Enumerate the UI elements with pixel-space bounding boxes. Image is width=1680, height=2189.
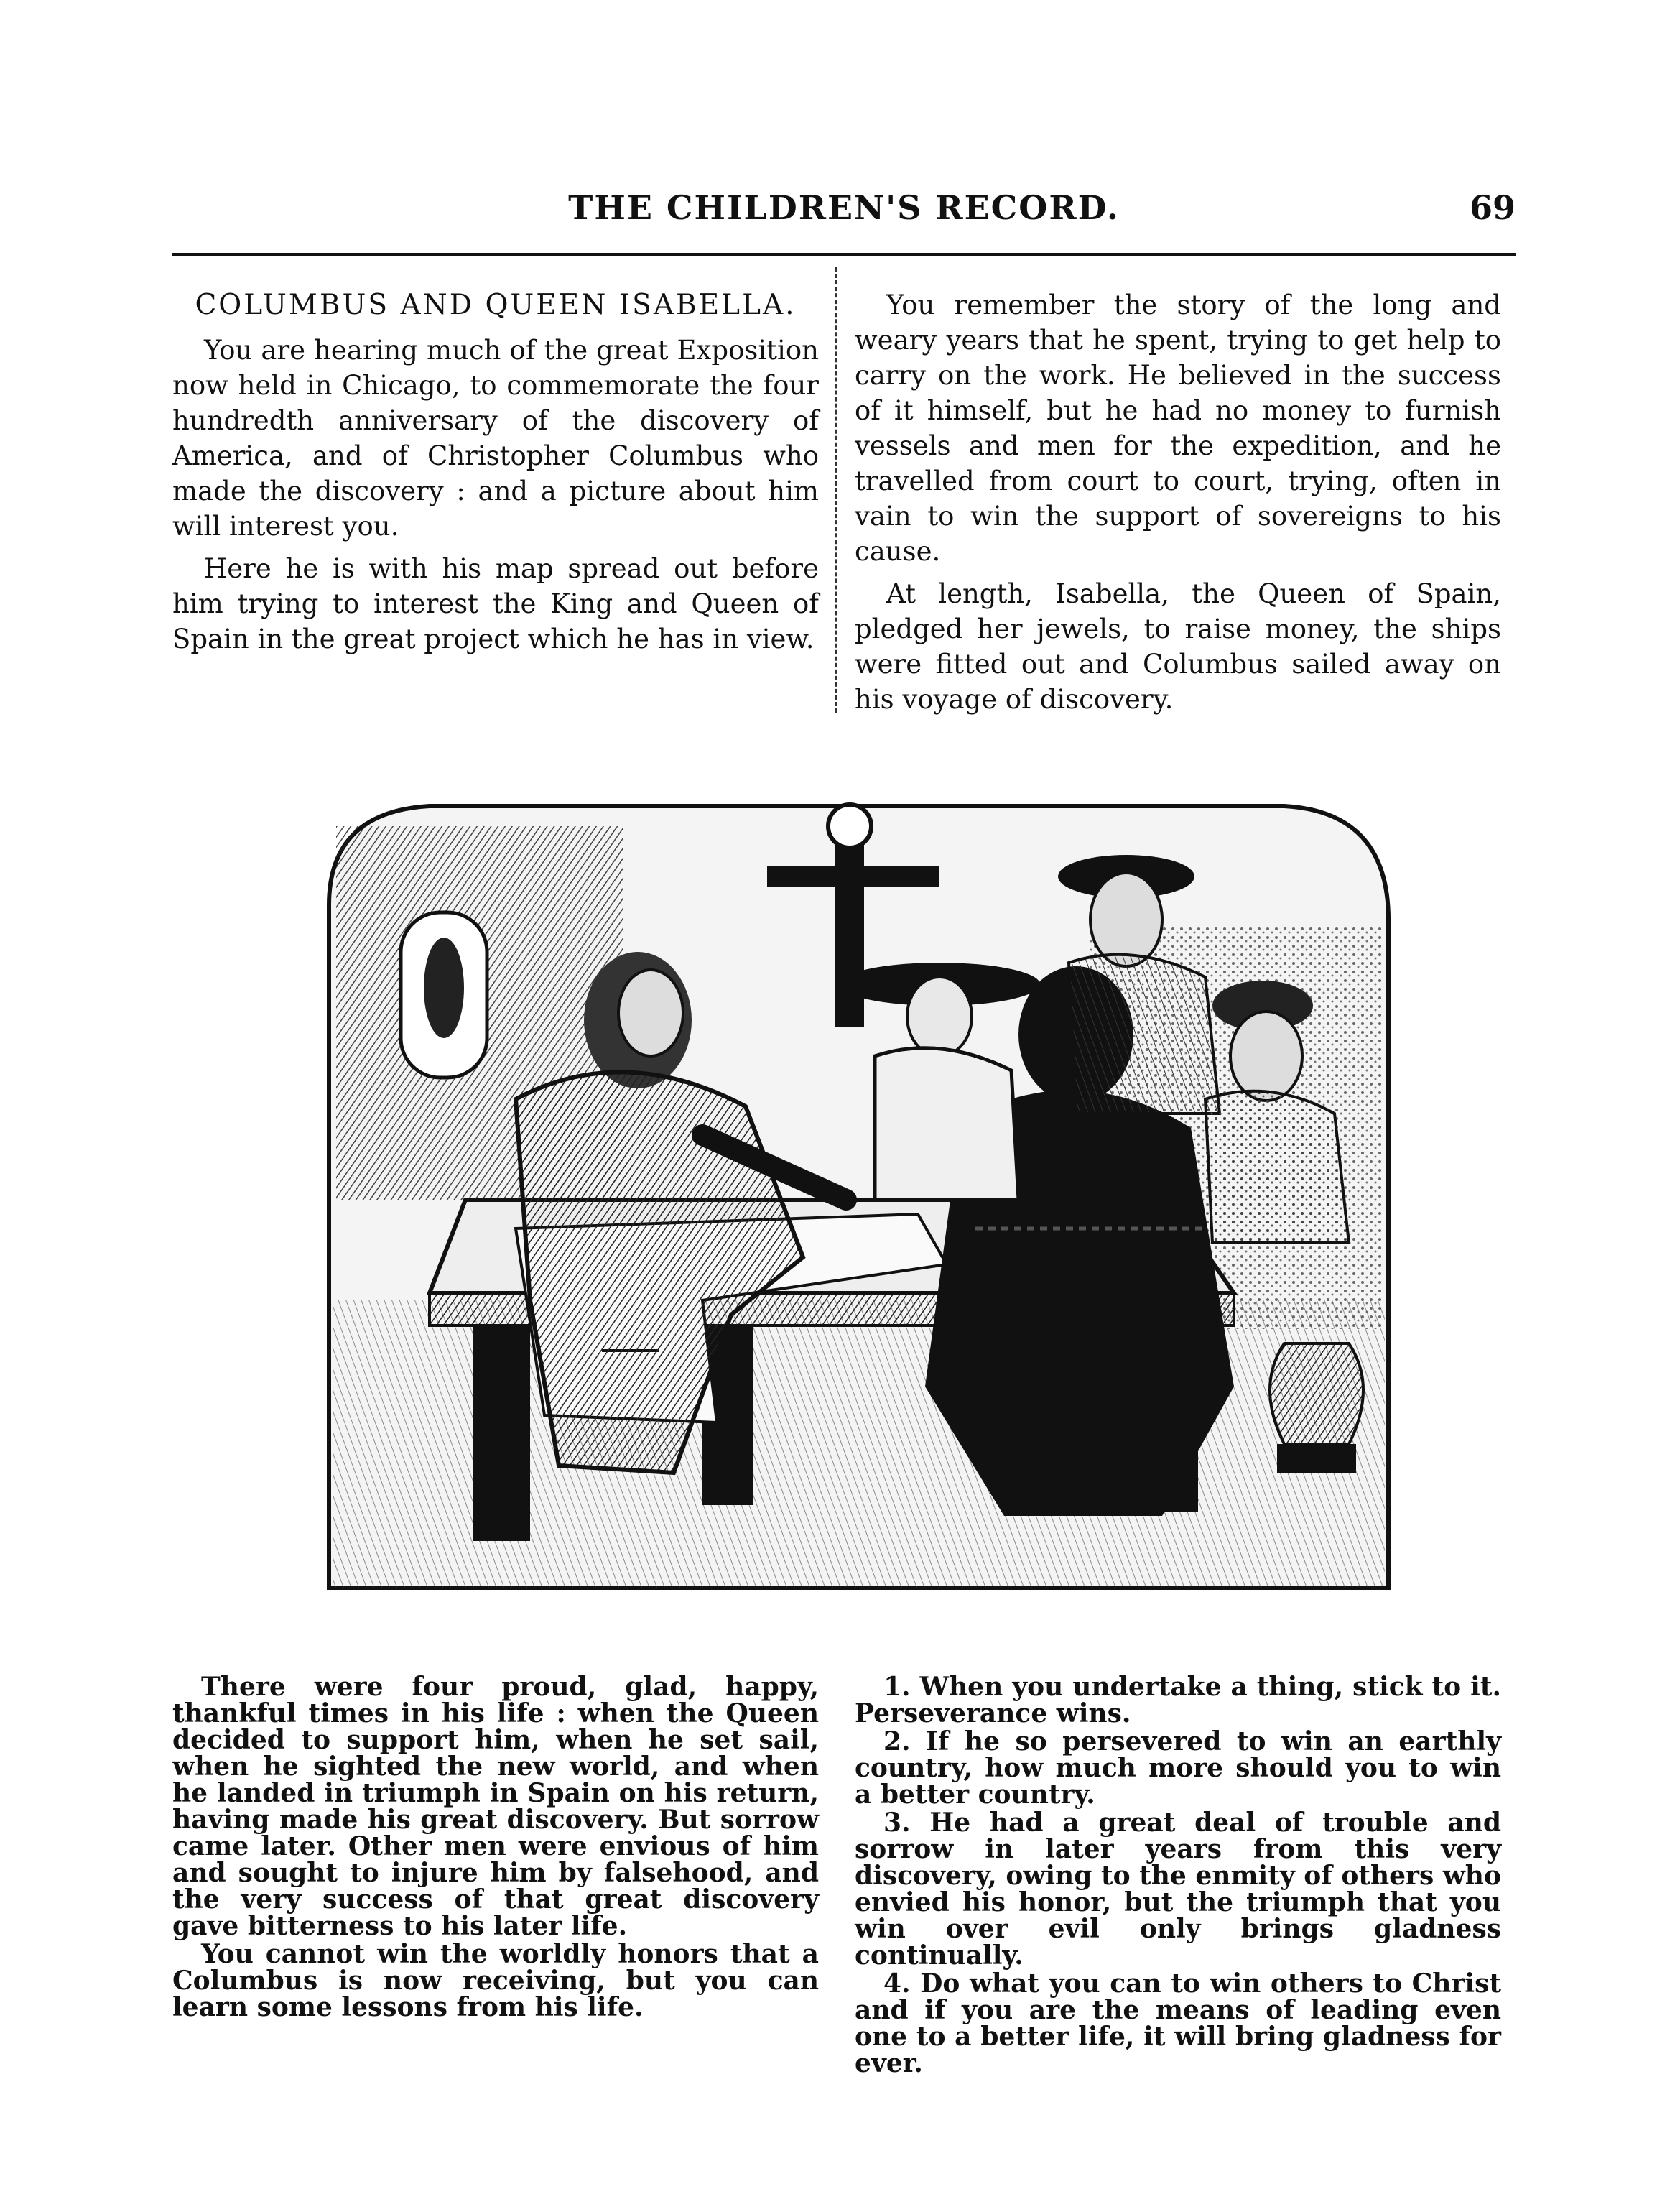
engraving-illustration <box>300 797 1399 1593</box>
page-number: 69 <box>1469 188 1516 227</box>
paragraph: You are hearing much of the great Exposition now held in Chicago, to commemorate the four hundredth anniversary of the discovery of America, and of Christopher Columbus who made the discovery : and a picture about him will interest you. <box>172 335 819 542</box>
list-item: 3. He had a great deal of trouble and sorrow in later years from this very discovery, owing to the enmity of others who envied his honor, but the triumph that you win over evil only brings gladness continually. <box>855 1808 1501 1971</box>
list-item: 1. When you undertake a thing, stick to it. Perseverance wins. <box>855 1672 1501 1728</box>
article-right-column <box>855 287 1501 724</box>
list-item: 2. If he so persevered to win an earthly country, how much more should you to win a better country. <box>855 1726 1501 1810</box>
article-title: COLUMBUS AND QUEEN ISABELLA. <box>195 289 797 321</box>
paragraph: At length, Isabella, the Queen of Spain, pledged her jewels, to raise money, the ships were fitted out and Columbus sailed away on his voyage of discovery. <box>855 578 1501 715</box>
bottom-right-column <box>855 1674 1501 2078</box>
paragraph: There were four proud, glad, happy, thankful times in his life : when the Queen decided to support him, when he set sail, when he sighted the new world, and when he landed in triumph in Spain on his return, having made his great discovery. But sorrow came later. Other men were envious of him and sought to injure him by falsehood, and the very success of that great discovery gave bitterness to his later life. <box>172 1672 819 1941</box>
list-item: 4. Do what you can to win others to Christ and if you are the means of leading even one to a better life, it will bring gladness for ever. <box>855 1968 1501 2078</box>
paragraph: You cannot win the worldly honors that a Columbus is now receiving, but you can learn some lessons from his life. <box>172 1939 819 2022</box>
running-title: THE CHILDREN'S RECORD. <box>568 188 1120 227</box>
header-rule <box>172 253 1516 256</box>
bottom-left-column <box>172 1674 819 2022</box>
column-divider <box>835 267 837 713</box>
article-left-column <box>172 287 819 664</box>
vase <box>1270 1343 1363 1473</box>
paragraph: You remember the story of the long and weary years that he spent, trying to get help to carry on the work. He believed in the success of it himself, but he had no money to furnish vessels and men for the expedition, and he travelled from court to court, trying, often in vain to win the support of sovereigns to his cause. <box>855 290 1501 567</box>
paragraph: Here he is with his map spread out before him trying to interest the King and Queen of Spain in the great project which he has in view. <box>172 553 819 654</box>
running-head <box>172 188 1516 231</box>
